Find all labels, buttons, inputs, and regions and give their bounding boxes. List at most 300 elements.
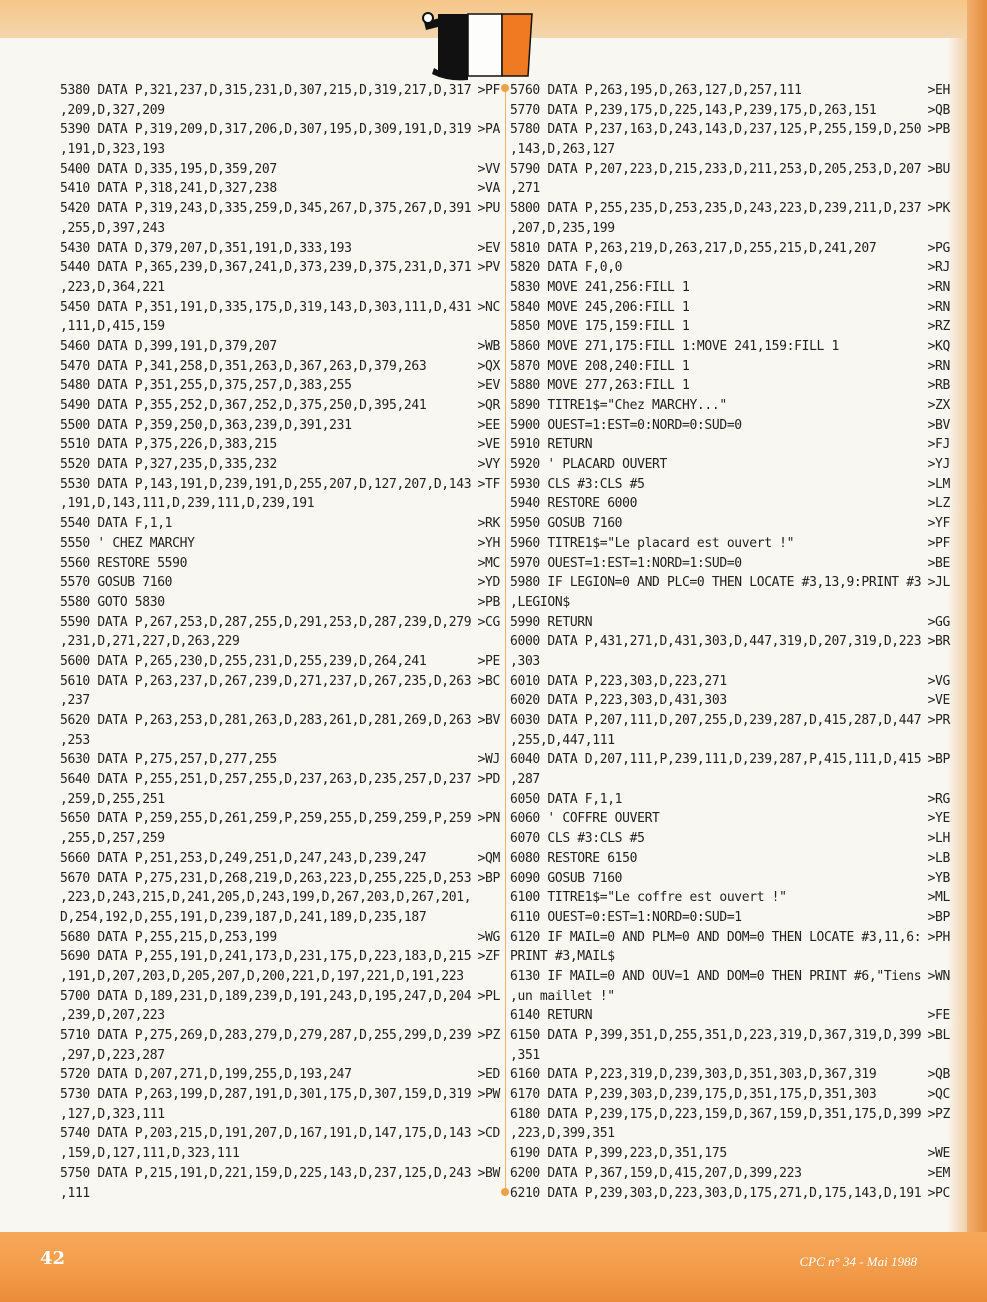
code-text: 5570 GOSUB 7160 <box>60 574 173 591</box>
code-text: 5700 DATA D,189,231,D,189,239,D,191,243,D,195,247,D,204 <box>60 988 472 1004</box>
checksum: >VG <box>927 673 950 689</box>
code-line <box>60 612 500 633</box>
code-text: 5820 DATA F,0,0 <box>510 259 623 276</box>
code-line <box>60 159 500 180</box>
code-text: 6140 RETURN <box>510 1007 593 1024</box>
checksum: >BW <box>477 1165 500 1182</box>
code-text: 6110 OUEST=0:EST=1:NORD=0:SUD=1 <box>510 909 742 926</box>
checksum: >PF <box>477 82 500 99</box>
code-text: 6150 DATA P,399,351,D,255,351,D,223,319,D,367,319,D,399 <box>510 1027 922 1044</box>
checksum: >CG <box>477 614 500 630</box>
code-line <box>510 336 950 357</box>
code-text: 5780 DATA P,237,163,D,243,143,D,237,125,P,255,159,D,250 <box>510 121 922 138</box>
flag-white-stripe <box>468 14 502 76</box>
code-line <box>510 966 950 987</box>
code-text: 6210 DATA P,239,303,D,223,303,D,175,271,D,175,143,D,191 <box>510 1185 922 1201</box>
code-text: ,303 <box>510 653 540 670</box>
checksum: >BV <box>927 417 950 434</box>
code-line <box>510 711 950 732</box>
checksum: >QB <box>927 1066 950 1083</box>
checksum: >TF <box>477 476 500 493</box>
checksum: >RJ <box>927 259 950 276</box>
checksum: >VA <box>477 181 500 197</box>
code-line <box>510 829 950 850</box>
code-line <box>510 100 950 121</box>
code-line <box>60 868 500 889</box>
code-line <box>510 671 950 692</box>
code-line <box>510 258 950 279</box>
checksum: >BP <box>477 870 500 886</box>
code-text: 5720 DATA D,207,271,D,199,255,D,193,247 <box>60 1066 352 1083</box>
code-text: ,351 <box>510 1047 540 1064</box>
code-line <box>510 120 950 141</box>
code-line <box>510 179 950 200</box>
code-line <box>60 750 500 771</box>
code-text: 5680 DATA P,255,215,D,253,199 <box>60 929 277 945</box>
code-line <box>510 1026 950 1047</box>
code-line <box>510 632 950 653</box>
code-text: 5840 MOVE 245,206:FILL 1 <box>510 299 690 315</box>
code-line <box>510 750 950 771</box>
code-line <box>60 1144 500 1165</box>
code-line <box>510 415 950 436</box>
code-text: 5810 DATA P,263,219,D,263,217,D,255,215,D,241,207 <box>510 240 877 256</box>
checksum: >EH <box>927 82 950 99</box>
code-line <box>510 592 950 613</box>
code-line <box>60 336 500 357</box>
checksum: >PZ <box>927 1106 950 1123</box>
code-text: 6050 DATA F,1,1 <box>510 791 623 808</box>
checksum: >JL <box>927 574 950 591</box>
code-text: 5970 OUEST=1:EST=1:NORD=1:SUD=0 <box>510 555 742 571</box>
code-line <box>60 907 500 928</box>
code-text: 5910 RETURN <box>510 436 593 453</box>
code-text: 5410 DATA P,318,241,D,327,238 <box>60 181 277 197</box>
code-line <box>510 907 950 928</box>
code-text: ,255,D,257,259 <box>60 830 165 847</box>
code-line <box>510 277 950 298</box>
code-line <box>60 356 500 377</box>
code-line <box>510 494 950 515</box>
code-line <box>60 691 500 712</box>
code-text: 5690 DATA P,255,191,D,241,173,D,231,175,D,223,183,D,215 <box>60 948 472 965</box>
code-text: ,223,D,243,215,D,241,205,D,243,199,D,267,203,D,267,201, <box>60 889 472 906</box>
code-text: 6190 DATA P,399,223,D,351,175 <box>510 1145 727 1162</box>
checksum: >ML <box>927 889 950 906</box>
code-text: 5550 ' CHEZ MARCHY <box>60 535 195 552</box>
code-line <box>60 455 500 476</box>
magazine-issue: CPC n° 34 - Mai 1988 <box>799 1254 917 1269</box>
checksum: >FJ <box>927 436 950 453</box>
code-text: 5950 GOSUB 7160 <box>510 515 623 532</box>
code-line <box>510 573 950 594</box>
code-line <box>510 1085 950 1106</box>
code-line <box>60 514 500 535</box>
code-text: 5430 DATA D,379,207,D,351,191,D,333,193 <box>60 240 352 256</box>
code-line <box>510 238 950 259</box>
code-line <box>60 396 500 417</box>
code-text: 5380 DATA P,321,237,D,315,231,D,307,215,D,319,217,D,317 <box>60 82 472 99</box>
code-line <box>510 1163 950 1184</box>
code-text: ,143,D,263,127 <box>510 141 615 158</box>
code-text: 5460 DATA D,399,191,D,379,207 <box>60 338 277 355</box>
code-text: 5710 DATA P,275,269,D,283,279,D,279,287,D,255,299,D,239 <box>60 1027 472 1044</box>
code-text: 5900 OUEST=1:EST=0:NORD=0:SUD=0 <box>510 417 742 434</box>
checksum: >LH <box>927 830 950 847</box>
code-text: ,223,D,364,221 <box>60 279 165 296</box>
checksum: >LB <box>927 850 950 867</box>
code-line <box>510 770 950 791</box>
code-text: 5980 IF LEGION=0 AND PLC=0 THEN LOCATE #3,13,9:PRINT #3 <box>510 574 922 591</box>
checksum: >VY <box>477 456 500 473</box>
code-text: ,un maillet !" <box>510 988 615 1004</box>
checksum: >BP <box>927 751 950 768</box>
checksum: >BL <box>927 1027 950 1044</box>
code-line <box>510 376 950 397</box>
checksum: >YD <box>477 574 500 591</box>
checksum: >WB <box>477 338 500 355</box>
code-line <box>60 888 500 909</box>
code-text: 6180 DATA P,239,175,D,223,159,D,367,159,D,351,175,D,399 <box>510 1106 922 1123</box>
right-edge-band <box>967 0 987 1302</box>
code-text: 5400 DATA D,335,195,D,359,207 <box>60 161 277 178</box>
checksum: >YJ <box>927 456 950 473</box>
checksum: >EV <box>477 240 500 256</box>
checksum: >EM <box>927 1165 950 1182</box>
code-text: 5390 DATA P,319,209,D,317,206,D,307,195,D,309,191,D,319 <box>60 121 472 138</box>
code-line <box>60 1085 500 1106</box>
checksum: >PB <box>477 594 500 611</box>
code-line <box>60 1183 500 1204</box>
code-line <box>60 1045 500 1066</box>
code-line <box>60 317 500 338</box>
checksum: >YE <box>927 811 950 827</box>
code-line <box>510 1104 950 1125</box>
code-text: ,297,D,223,287 <box>60 1047 165 1064</box>
code-text: 5540 DATA F,1,1 <box>60 515 173 532</box>
code-text: ,239,D,207,223 <box>60 1007 165 1024</box>
divider-dot-top <box>501 84 509 92</box>
checksum: >MC <box>477 555 500 571</box>
checksum: >QM <box>477 850 500 867</box>
code-line <box>60 553 500 574</box>
code-line <box>510 553 950 574</box>
code-text: 5490 DATA P,355,252,D,367,252,D,375,250,D,395,241 <box>60 397 427 414</box>
code-text: ,111,D,415,159 <box>60 318 165 335</box>
code-line <box>510 159 950 180</box>
code-line <box>60 671 500 692</box>
code-text: 5510 DATA P,375,226,D,383,215 <box>60 436 277 453</box>
code-text: 6120 IF MAIL=0 AND PLM=0 AND DOM=0 THEN LOCATE #3,11,6: <box>510 929 922 945</box>
code-line <box>60 711 500 732</box>
code-line <box>60 494 500 515</box>
checksum: >BR <box>927 633 950 650</box>
code-line <box>510 514 950 535</box>
checksum: >PG <box>927 240 950 256</box>
checksum: >PU <box>477 200 500 217</box>
code-line <box>510 1183 950 1204</box>
code-text: 5990 RETURN <box>510 614 593 630</box>
checksum: >WG <box>477 929 500 945</box>
code-line <box>510 730 950 751</box>
code-text: 5420 DATA P,319,243,D,335,259,D,345,267,D,375,267,D,391 <box>60 200 472 217</box>
code-text: ,255,D,397,243 <box>60 220 165 237</box>
checksum: >EE <box>477 417 500 434</box>
code-text: 5860 MOVE 271,175:FILL 1:MOVE 241,159:FILL 1 <box>510 338 839 355</box>
code-line <box>510 1144 950 1165</box>
code-text: 5760 DATA P,263,195,D,263,127,D,257,111 <box>510 82 802 99</box>
code-line <box>60 730 500 751</box>
code-line <box>60 592 500 613</box>
code-text: 5440 DATA P,365,239,D,367,241,D,373,239,D,375,231,D,371 <box>60 259 472 276</box>
code-text: 5450 DATA P,351,191,D,335,175,D,319,143,D,303,111,D,431 <box>60 299 472 315</box>
code-text: 6100 TITRE1$="Le coffre est ouvert !" <box>510 889 787 906</box>
code-line <box>60 140 500 161</box>
code-line <box>510 1065 950 1086</box>
column-divider <box>505 88 506 1192</box>
code-text: 5610 DATA P,263,237,D,267,239,D,271,237,D,267,235,D,263 <box>60 673 472 689</box>
checksum: >BP <box>927 909 950 926</box>
checksum: >LM <box>927 476 950 493</box>
code-text: 5750 DATA P,215,191,D,221,159,D,225,143,D,237,125,D,243 <box>60 1165 472 1182</box>
code-text: 5650 DATA P,259,255,D,261,259,P,259,255,D,259,259,P,259 <box>60 811 472 827</box>
code-line <box>60 651 500 672</box>
code-text: 5770 DATA P,239,175,D,225,143,P,239,175,D,263,151 <box>510 102 877 119</box>
checksum: >ED <box>477 1066 500 1083</box>
code-line <box>510 1045 950 1066</box>
code-line <box>510 986 950 1007</box>
checksum: >PA <box>477 121 500 138</box>
checksum: >VE <box>927 692 950 709</box>
code-text: 6000 DATA P,431,271,D,431,303,D,447,319,D,207,319,D,223 <box>510 633 922 650</box>
code-line <box>60 1065 500 1086</box>
checksum: >BC <box>477 673 500 689</box>
code-text: 5960 TITRE1$="Le placard est ouvert !" <box>510 535 795 552</box>
checksum: >RN <box>927 358 950 374</box>
code-line <box>60 1026 500 1047</box>
code-text: ,209,D,327,209 <box>60 102 165 119</box>
code-text: 5920 ' PLACARD OUVERT <box>510 456 668 473</box>
code-line <box>510 612 950 633</box>
code-text: 5630 DATA P,275,257,D,277,255 <box>60 751 277 768</box>
code-line <box>60 1124 500 1145</box>
checksum: >CD <box>477 1126 500 1142</box>
code-line <box>60 238 500 259</box>
code-line <box>60 947 500 968</box>
code-text: 5660 DATA P,251,253,D,249,251,D,247,243,D,239,247 <box>60 850 427 867</box>
code-text: 6170 DATA P,239,303,D,239,175,D,351,175,D,351,303 <box>510 1086 877 1103</box>
code-text: ,255,D,447,111 <box>510 732 615 749</box>
code-text: 5470 DATA P,341,258,D,351,263,D,367,263,D,379,263 <box>60 358 427 374</box>
checksum: >RN <box>927 299 950 315</box>
code-text: 6040 DATA D,207,111,P,239,111,D,239,287,P,415,111,D,415 <box>510 751 922 768</box>
code-line <box>60 179 500 200</box>
code-text: 5800 DATA P,255,235,D,253,235,D,243,223,D,239,211,D,237 <box>510 200 922 217</box>
code-text: ,111 <box>60 1185 90 1201</box>
checksum: >ZX <box>927 397 950 414</box>
checksum: >PR <box>927 712 950 729</box>
checksum: >NC <box>477 299 500 315</box>
code-line <box>60 474 500 495</box>
code-line <box>60 376 500 397</box>
code-text: ,223,D,399,351 <box>510 1126 615 1142</box>
code-line <box>510 140 950 161</box>
checksum: >KQ <box>927 338 950 355</box>
checksum: >FE <box>927 1007 950 1024</box>
code-line <box>510 691 950 712</box>
code-line <box>60 1163 500 1184</box>
checksum: >PZ <box>477 1027 500 1044</box>
checksum: >QR <box>477 397 500 414</box>
code-line <box>60 986 500 1007</box>
divider-dot-bottom <box>501 1188 509 1196</box>
checksum: >LZ <box>927 496 950 512</box>
code-text: 5640 DATA P,255,251,D,257,255,D,237,263,D,235,257,D,237 <box>60 771 472 788</box>
code-line <box>60 789 500 810</box>
code-line <box>60 927 500 948</box>
checksum: >PW <box>477 1086 500 1103</box>
code-text: 5560 RESTORE 5590 <box>60 555 188 571</box>
code-text: 5930 CLS #3:CLS #5 <box>510 476 645 493</box>
code-text: 5830 MOVE 241,256:FILL 1 <box>510 279 690 296</box>
code-line <box>510 474 950 495</box>
code-text: ,259,D,255,251 <box>60 791 165 808</box>
code-text: 6060 ' COFFRE OUVERT <box>510 811 660 827</box>
code-line <box>60 573 500 594</box>
code-text: 6130 IF MAIL=0 AND OUV=1 AND DOM=0 THEN PRINT #6,"Tiens <box>510 968 922 985</box>
checksum: >WE <box>927 1145 950 1162</box>
checksum: >PC <box>927 1185 950 1201</box>
checksum: >RB <box>927 377 950 394</box>
code-text: 5480 DATA P,351,255,D,375,257,D,383,255 <box>60 377 352 394</box>
checksum: >YB <box>927 870 950 886</box>
code-text: 6090 GOSUB 7160 <box>510 870 623 886</box>
code-text: 5530 DATA P,143,191,D,239,191,D,255,207,D,127,207,D,143 <box>60 476 472 493</box>
checksum: >VV <box>477 161 500 178</box>
checksum: >PB <box>927 121 950 138</box>
code-text: PRINT #3,MAIL$ <box>510 948 615 965</box>
checksum: >QX <box>477 358 500 374</box>
code-line <box>510 1124 950 1145</box>
checksum: >BU <box>927 161 950 178</box>
code-text: ,191,D,207,203,D,205,207,D,200,221,D,197,221,D,191,223 <box>60 968 464 985</box>
code-text: 5850 MOVE 175,159:FILL 1 <box>510 318 690 335</box>
code-line <box>60 218 500 239</box>
code-text: ,191,D,143,111,D,239,111,D,239,191 <box>60 496 315 512</box>
checksum: >YH <box>477 535 500 552</box>
code-line <box>510 455 950 476</box>
code-text: 5500 DATA P,359,250,D,363,239,D,391,231 <box>60 417 352 434</box>
code-line <box>510 947 950 968</box>
code-text: 5870 MOVE 208,240:FILL 1 <box>510 358 690 374</box>
code-text: 5670 DATA P,275,231,D,268,219,D,263,223,D,255,225,D,253 <box>60 870 472 886</box>
code-text: ,237 <box>60 692 90 709</box>
code-line <box>60 199 500 220</box>
code-line <box>510 789 950 810</box>
code-line <box>60 435 500 456</box>
checksum: >WJ <box>477 751 500 768</box>
checksum: >PF <box>927 535 950 552</box>
checksum: >YF <box>927 515 950 532</box>
code-line <box>510 888 950 909</box>
code-line <box>60 297 500 318</box>
code-line <box>60 848 500 869</box>
checksum: >RZ <box>927 318 950 335</box>
code-text: 5520 DATA P,327,235,D,335,232 <box>60 456 277 473</box>
code-line <box>510 533 950 554</box>
code-text: 6010 DATA P,223,303,D,223,271 <box>510 673 727 689</box>
code-text: ,LEGION$ <box>510 594 570 611</box>
code-line <box>510 356 950 377</box>
code-line <box>510 81 950 102</box>
code-text: 6080 RESTORE 6150 <box>510 850 638 867</box>
code-line <box>510 396 950 417</box>
code-line <box>510 848 950 869</box>
checksum: >EV <box>477 377 500 394</box>
checksum: >QC <box>927 1086 950 1103</box>
code-line <box>60 1006 500 1027</box>
code-text: 6030 DATA P,207,111,D,207,255,D,239,287,D,415,287,D,447 <box>510 712 922 729</box>
checksum: >BE <box>927 555 950 571</box>
code-text: 6200 DATA P,367,159,D,415,207,D,399,223 <box>510 1165 802 1182</box>
code-text: 6020 DATA P,223,303,D,431,303 <box>510 692 727 709</box>
code-text: ,287 <box>510 771 540 788</box>
code-text: ,159,D,127,111,D,323,111 <box>60 1145 240 1162</box>
code-line <box>60 632 500 653</box>
listing-column-right <box>510 81 950 1203</box>
checksum: >PK <box>927 200 950 217</box>
code-line <box>510 651 950 672</box>
checksum: >RK <box>477 515 500 532</box>
code-text: 5600 DATA P,265,230,D,255,231,D,255,239,D,264,241 <box>60 653 427 670</box>
code-text: 6070 CLS #3:CLS #5 <box>510 830 645 847</box>
code-line <box>510 317 950 338</box>
code-text: 5940 RESTORE 6000 <box>510 496 638 512</box>
code-text: ,231,D,271,227,D,263,229 <box>60 633 240 650</box>
code-text: D,254,192,D,255,191,D,239,187,D,241,189,D,235,187 <box>60 909 427 926</box>
code-text: 5580 GOTO 5830 <box>60 594 165 611</box>
code-line <box>510 435 950 456</box>
code-line <box>60 120 500 141</box>
code-text: ,271 <box>510 181 540 197</box>
checksum: >PN <box>477 811 500 827</box>
checksum: >ZF <box>477 948 500 965</box>
flag-dark-stripe <box>438 14 468 76</box>
code-text: 5880 MOVE 277,263:FILL 1 <box>510 377 690 394</box>
checksum: >RN <box>927 279 950 296</box>
code-text: 5890 TITRE1$="Chez MARCHY..." <box>510 397 727 414</box>
checksum: >WN <box>927 968 950 985</box>
code-line <box>60 100 500 121</box>
code-text: ,191,D,323,193 <box>60 141 165 158</box>
code-line <box>510 1006 950 1027</box>
code-line <box>60 1104 500 1125</box>
code-line <box>510 199 950 220</box>
checksum: >VE <box>477 436 500 453</box>
flag-icon <box>420 8 538 82</box>
code-line <box>510 868 950 889</box>
code-text: 5730 DATA P,263,199,D,287,191,D,301,175,D,307,159,D,319 <box>60 1086 472 1103</box>
code-line <box>60 770 500 791</box>
checksum: >RG <box>927 791 950 808</box>
code-line <box>60 829 500 850</box>
checksum: >PD <box>477 771 500 788</box>
checksum: >PH <box>927 929 950 945</box>
page-number: 42 <box>40 1248 66 1269</box>
checksum: >PV <box>477 259 500 276</box>
code-text: 5620 DATA P,263,253,D,281,263,D,283,261,D,281,269,D,263 <box>60 712 472 729</box>
code-text: 5740 DATA P,203,215,D,191,207,D,167,191,D,147,175,D,143 <box>60 1126 472 1142</box>
